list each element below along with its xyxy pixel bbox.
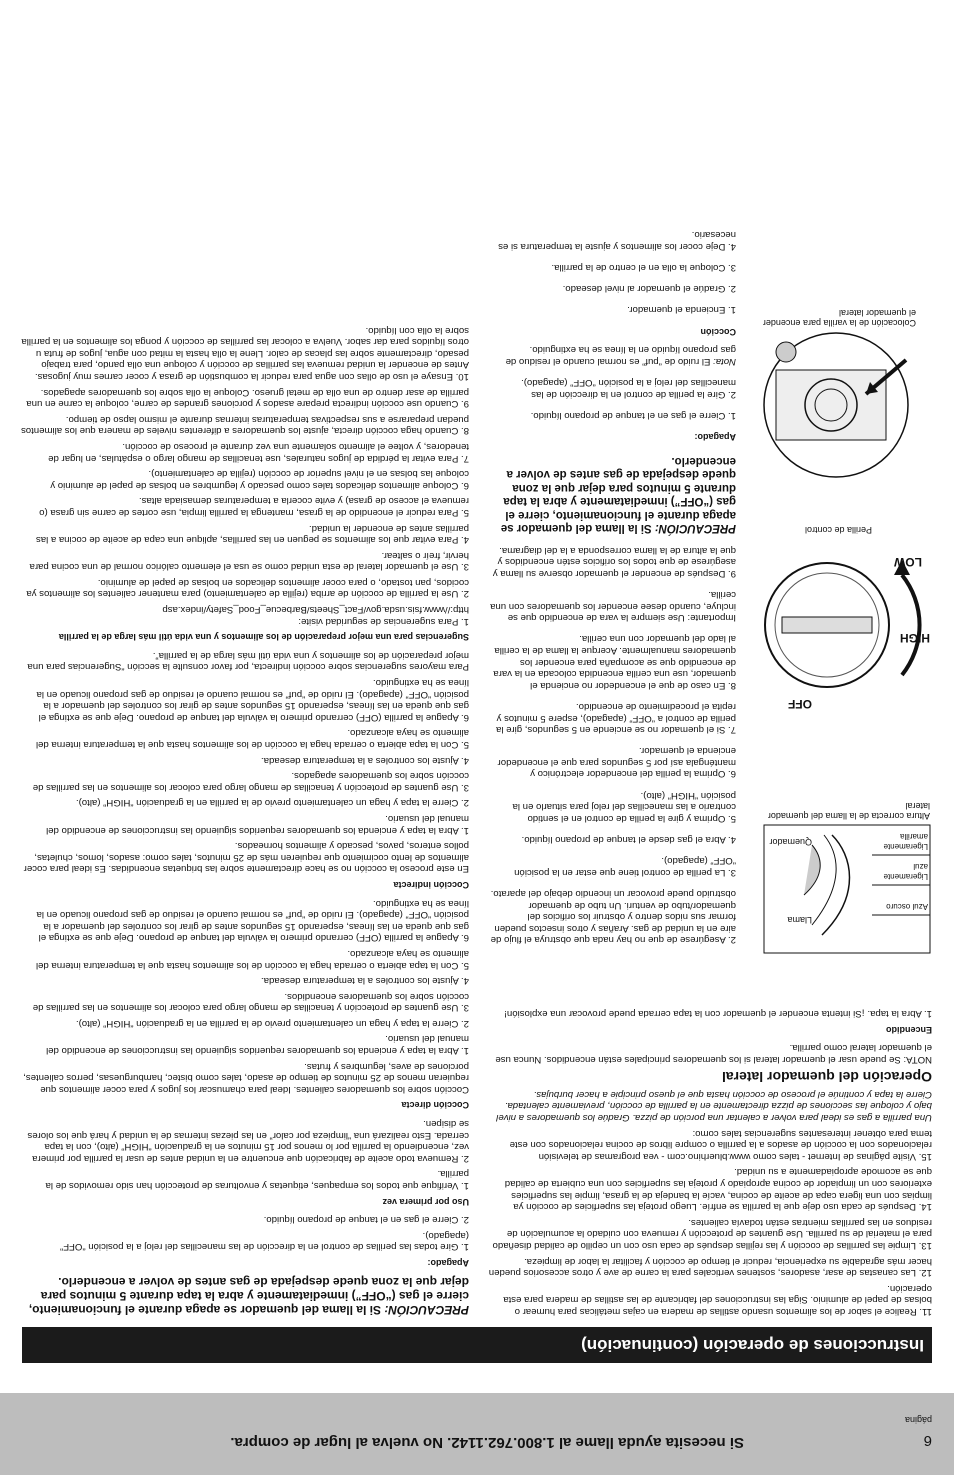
side-apagado-heading: Apagado: bbox=[694, 431, 736, 442]
high-label: HIGH bbox=[900, 631, 930, 645]
right-column bbox=[21, 320, 469, 1317]
page-number: 6 bbox=[923, 1432, 932, 1449]
indirecta-step: 6. Apague la parrilla (OFF) cerrando primero la válvula del tanque de propano. Deje que se extinga el gas que queda en las líneas, esperando 15 segundos antes de girar los controles del quemador a la posición “OFF” (apagado). El ruido de “puf” es normal cuando el residuo de gas propano licuado en la línea se ha extinguido. bbox=[36, 677, 469, 723]
flame-height-figure bbox=[762, 755, 932, 955]
caution-text: Si la llama del quemador se apaga durante el funcionamiento, cierre el gas (“OFF”) inmediatamente y abra la tapa durante 5 minutos para dejar que la zona quede despejada de gas antes de volver a encenderlo. bbox=[28, 1275, 469, 1317]
lighting-rod-figure bbox=[751, 300, 926, 480]
light-yellow-label: Ligeramente amarilla bbox=[883, 832, 928, 851]
tip-item: 11. Realice el sabor de los alimentos usando astillas de madera en cajas metálicas para humear o bolsas de papel de aluminio. Siga las instrucciones del fabricante de las astillas de madera para esta operación. bbox=[503, 1282, 932, 1317]
side-caution-text: Si la llama del quemador se apaga durante el funcionamiento, cierre el gas (“OFF”) inmediatamente y abra la tapa durante 5 minutos para dejar que la zona quede despejada de gas antes de volver a encenderlo. bbox=[500, 454, 736, 535]
coccion-step: 1. Encienda el quemador. bbox=[627, 304, 736, 316]
encendido-heading: Encendido bbox=[885, 1024, 932, 1035]
sugerencia-item: 3. Use el quemador lateral de esta unidad como se usa el elemento calórico normal de una cocina para hervir, freír o saltear. bbox=[29, 549, 469, 573]
apagado-step-2: 2. Cierre el gas en el tanque de propano líquido. bbox=[263, 1214, 469, 1226]
side-caution-label: PRECAUCIÓN: bbox=[654, 522, 736, 535]
indirecta-heading: Cocción indirecta bbox=[393, 879, 469, 890]
apagado-heading: Apagado: bbox=[427, 1258, 469, 1268]
side-burner-title: Operación del quemador lateral bbox=[721, 1069, 932, 1086]
sugerencia-item: 2. Use la parrilla de cocción de arriba (rejilla de calentamiento) para mantener calientes los alimentos ya cocidos, pan tostado, o para cocer alimentos delicados en bolsas de papel de aluminio. bbox=[26, 576, 469, 600]
ignition-step: 2. Asegúrese de que no hay nada que obstruya el flujo de aire en la unidad de gas. Arañas y otros insectos pueden formar sus nidos dentro y obstruir los orificios del quemador/tubo de venturi. Un tubo de quemador obstruido puede provocar un incendio debajo del aparato. bbox=[490, 888, 736, 946]
note-label: Nota: bbox=[713, 355, 736, 367]
note-text: El ruido de “puf” es normal cuando el residuo de gas propano líquido en la línea se ha extinguido. bbox=[505, 344, 736, 367]
tip-item: 12. Las canastas de asar, asadores, sostenes verticales para la carne de ave y otros accesorios pueden hacer más agradable su experiencia, reducir el tiempo de cocción y facilitar la labor de limpieza. bbox=[488, 1255, 932, 1279]
section-banner: Instrucciones de operación (continuación) bbox=[22, 1327, 932, 1363]
directa-heading: Cocción directa bbox=[401, 1100, 469, 1111]
ignition-step: 7. Si el quemador no se enciende en 5 segundos, gire la perilla de control a “OFF” (apagado), espere 5 minutos y repita el procedimiento de encendido. bbox=[495, 700, 736, 736]
ignition-important: Importante: Use siempre la vara de encendido que se incluye, cuando desee encender los quemadores con una cerilla. bbox=[490, 589, 736, 624]
help-line: Si necesita ayuda llame al 1.800.762.1142. No vuelva al lugar de compra. bbox=[230, 1434, 744, 1451]
indirecta-step: 3. Use guantes de protección y tenacillas de mango largo para colocar los alimentos en las parrillas de cocción sobre los quemadores apagados. bbox=[32, 770, 469, 793]
page-footer bbox=[0, 1393, 954, 1475]
sugerencia-item: 6. Coloque alimentos delicados tales como pescado y legumbres en bolsas de papel de aluminio y coloque las bolsas en el nivel superior de cocción (rejilla de calentamiento). bbox=[50, 468, 469, 491]
sugerencia-item: 9. Cuando use cocción indirecta prepare asados y porciones grandes de carne, coloque la carne en una parrilla de asar dentro de una olla de metal grueso. Coloque la olla sobre los quemadores apagados. bbox=[26, 386, 469, 410]
indirecta-step: 4. Ajuste los controles a la temperatura deseada. bbox=[261, 754, 469, 766]
side-apagado-note bbox=[488, 344, 736, 367]
indirecta-intro: En este proceso la cocción no se hace directamente sobre las briquetas encendidas. Es ideal para cocer alimentos de lento cocimiento que requieren más de 25 minutos, tales como: asados, lomos, chuletas, pollos enteros, pavos, pescado y alimentos horneados. bbox=[23, 840, 469, 875]
pizza-tip: Una parrilla a gas es ideal para volver a calentar una porción de pizza. Gradúe los quemadores a nivel bajo y coloque las secciones de pizza directamente en la parrilla de cocción, previamente calentada. Cierre la tapa y continúe el proceso de cocción hasta que el queso principie a hacer burbujas. bbox=[496, 1088, 932, 1124]
coccion-step: 2. Gradúe el quemador al nivel deseado. bbox=[562, 283, 736, 295]
primera-step-2: 2. Remueva todo aceite de fabricación que encuentre en la unidad antes de usar la parrilla por primera vez, encendiendo la parrilla por lo menos por 15 minutos en la graduación “HIGH” (alto), con la tapa cerrada. Esto realizará una “limpieza por calor” en las piezas internas de la unidad y hará que los olores se disipen. bbox=[27, 1118, 469, 1164]
ignition-step: 5. Oprima y gire la perilla de control en el sentido contrario a las manecillas del reloj para situarlo en la posición “HIGH” (alto). bbox=[512, 789, 736, 824]
grill-caption: Colocación de la varilla para encender el quemador lateral bbox=[762, 308, 916, 328]
flame-label: Llama bbox=[787, 915, 812, 925]
apagado-step-1: 1. Gire todas las perillas de control en la dirección de las manecillas del reloj a la posición “OFF” (apagado). bbox=[60, 1229, 469, 1253]
caution-notice bbox=[21, 1275, 469, 1317]
side-burner-note: NOTA: Se puede usar el quemador lateral si los quemadores principales están encendidos. Nunca use el quemador lateral como parrilla. bbox=[495, 1042, 932, 1065]
ignition-step: 9. Después de encender el quemador observe su llama y asegúrese de que todos los orificios estén encendidos y que la altura de la llama corresponda a la del diagrama. bbox=[492, 544, 736, 579]
indirecta-more: Para mayores sugerencias sobre cocción indirecta, por favor consulte la sección “Sugerencias para una mejor preparación de los alimentos y una vida útil más larga de la parrilla”. bbox=[27, 649, 469, 673]
left-column bbox=[487, 1003, 932, 1317]
coccion-step: 3. Coloque la olla en el centro de la parrilla. bbox=[551, 262, 736, 274]
ignition-steps bbox=[488, 219, 736, 955]
light-blue-label: Ligeramente azul bbox=[883, 862, 928, 881]
flame-caption: Altura correcta de la llama del quemador lateral bbox=[767, 801, 930, 821]
tip-item: 15. Visite páginas de Internet - tales como www.bluerhino.com - vea programas de televisión relacionados con la cocción de asados a la parrilla o compre libros de cocina relacionados con este tema para obtener interesantes sugerencias tales como: bbox=[509, 1127, 932, 1162]
sugerencias-heading: Sugerencias para una mejor preparación de los alimentos y una vida útil más larga de la parrilla bbox=[58, 632, 469, 643]
knob-caption: Perilla de control bbox=[804, 525, 872, 535]
side-apagado-step: 1. Cierre el gas en el tanque de propano líquido. bbox=[530, 409, 736, 421]
caution-label: PRECAUCIÓN: bbox=[384, 1303, 469, 1317]
directa-intro: Cocción sobre los quemadores calientes. Ideal para chamuscar los jugos y para cocer alimentos que requieran menos de 25 minutos de tiempo de asado, tales como bistec, hamburguesas, perros calientes, porciones de aves, legumbres y frutas. bbox=[23, 1060, 469, 1095]
control-knob-figure bbox=[747, 500, 932, 715]
page-label: página bbox=[904, 1415, 932, 1425]
indirecta-step: 1. Abra la tapa y encienda los quemadores requeridos siguiendo las instrucciones de encendido del manual del usuario. bbox=[46, 813, 469, 836]
coccion-step: 4. Deje cocer los alimentos y ajuste la temperatura si es necesario. bbox=[498, 229, 736, 252]
sugerencia-item: 4. Para evitar que los alimentos se peguen en las parrillas, aplique una capa de aceite de cocina a las parrillas antes de encender la unidad. bbox=[35, 522, 469, 546]
encendido-step-1: 1. Abra la tapa. ¡Si intenta encender el quemador con la tapa cerrada puede provocar una explosión! bbox=[504, 1007, 932, 1019]
primera-step-1: 1. Verifique que todos los empaques, etiquetas y envolturas de protección han sido removidos de la parrilla. bbox=[45, 1168, 469, 1192]
burner-label: Quemador bbox=[769, 837, 812, 847]
indirecta-step: 5. Con la tapa abierta o cerrada haga la cocción de los alimentos hasta que la temperatura interna del alimento se haya alcanzado. bbox=[35, 727, 469, 751]
directa-step: 3. Use guantes de protección y tenacillas de mango largo para colocar los alimentos en las parrillas de cocción sobre los quemadores encendidos. bbox=[32, 990, 469, 1014]
primera-heading: Uso por primera vez bbox=[382, 1196, 469, 1207]
indirecta-step: 2. Cierre la tapa y haga un calentamiento previo de la parrilla en la graduación “HIGH” (alto). bbox=[75, 797, 469, 809]
off-label: OFF bbox=[788, 697, 812, 711]
ignition-step: 4. Abra el gas desde el tanque de propano líquido. bbox=[521, 834, 736, 846]
ignition-step: 8. En caso de que el encendedor no encienda el quemador, use una cerilla encendida colocada en la vara de encendido que se acompaña para encender los quemadores manualmente. Acerque la llama de la cerilla al lado del quemador con una cerilla. bbox=[493, 633, 736, 691]
directa-step: 5. Con la tapa abierta o cerrada haga la cocción de los alimentos hasta que la temperatura interna del alimento se haya alcanzado. bbox=[35, 947, 469, 971]
side-caution bbox=[488, 453, 736, 534]
sugerencia-item: 1. Para sugerencias de seguridad visite: http://www.fsis.usda.gov/Fact_Sheets/Barbecue_Food_Safety/index.asp bbox=[162, 604, 469, 627]
ignition-step: 3. La perilla de control tiene que estar en la posición “OFF” (apagado). bbox=[514, 855, 736, 878]
sugerencia-item: 7. Para evitar la pérdida de jugos naturales, use tenacillas de mango largo o espátulas, en lugar de tenedores, y voltee el alimento solamente una vez durante el proceso de cocción. bbox=[48, 440, 469, 464]
ignition-step: 6. Oprima la perilla del encendedor electrónico y manténgala así por 5 segundos para que el encendedor encienda el quemador. bbox=[497, 745, 736, 780]
sugerencia-item: 8. Cuando haga cocción directa, ajuste los quemadores a diferentes niveles de manera que los alimentos puedan prepararse a sus respectivas temperaturas internas durante el mismo lapso de tiempo. bbox=[21, 413, 469, 437]
directa-step: 2. Cierre la tapa y haga un calentamiento previo de la parrilla en la graduación “HIGH” (alto). bbox=[75, 1017, 469, 1029]
sugerencia-item: 5. Para reducir el encendido de la grasa, mantenga la parrilla limpia, use cortes de carne sin grasa (o remueva el acceso de grasa) y evite cocerla a temperaturas demasiada altas. bbox=[39, 495, 469, 518]
coccion-heading: Cocción bbox=[700, 326, 736, 337]
side-apagado-step: 2. Gire la perilla de control en la dirección de las manecillas del reloj a la posición “OFF” (apagado). bbox=[521, 376, 736, 400]
directa-step: 4. Ajuste los controles a la temperatura deseada. bbox=[261, 975, 469, 987]
low-label: LOW bbox=[894, 555, 922, 569]
tip-item: 13. Limpie las parrillas de cocción y las rejillas después de cada uso con un cepillo de calidad diseñado para el material de su parrilla. Use guantes de protección y remueva con cuidado la acumulación de residuos en las parrillas mientras están todavía calientes. bbox=[492, 1216, 932, 1252]
grill-diagram bbox=[751, 330, 926, 480]
directa-step: 6. Apague la parrilla (OFF) cerrando primero la válvula del tanque de propano. Deje que se extinga el gas que queda en las líneas, esperando 15 segundos antes de girar los controles del quemador a la posición “OFF” (apagado). El ruido de “puf” es normal cuando el residuo de gas propano licuado en la línea se ha extinguido. bbox=[36, 897, 469, 944]
sugerencia-item: 10. Ensaye el uso de ollas con agua para reducir la combustión de grasa y cocer carnes muy jugosas. Antes de encender la unidad remueva las parrillas de cocción y coloque una olla pando, para trabajo pesado, directamente sobre las placas de calor. Llene la olla hasta la mitad con agua, jugos de fruta u otros líquidos para dar sabor. Vuelva a colocar las parrillas de cocción y ponga los alimentos en la parrilla sobre la olla con líquido. bbox=[21, 324, 469, 382]
dark-blue-label: Azul oscuro bbox=[886, 902, 928, 911]
tip-item: 14. Después de cada uso deje que la parrilla se enfríe. Luego proteja las superficies de cocción ya limpias con una ligera capa de aceite de cocina, vacíe la bandeja de la grasa, limpie las superficies exteriores con un limpiador de cocina apropiado y proteja las superficies con una cubierta de calidad que se acomode apropiadamente a su unidad. bbox=[504, 1166, 932, 1213]
directa-step: 1. Abra la tapa y encienda los quemadores requeridos siguiendo las instrucciones de encendido del manual del usuario. bbox=[46, 1033, 469, 1057]
